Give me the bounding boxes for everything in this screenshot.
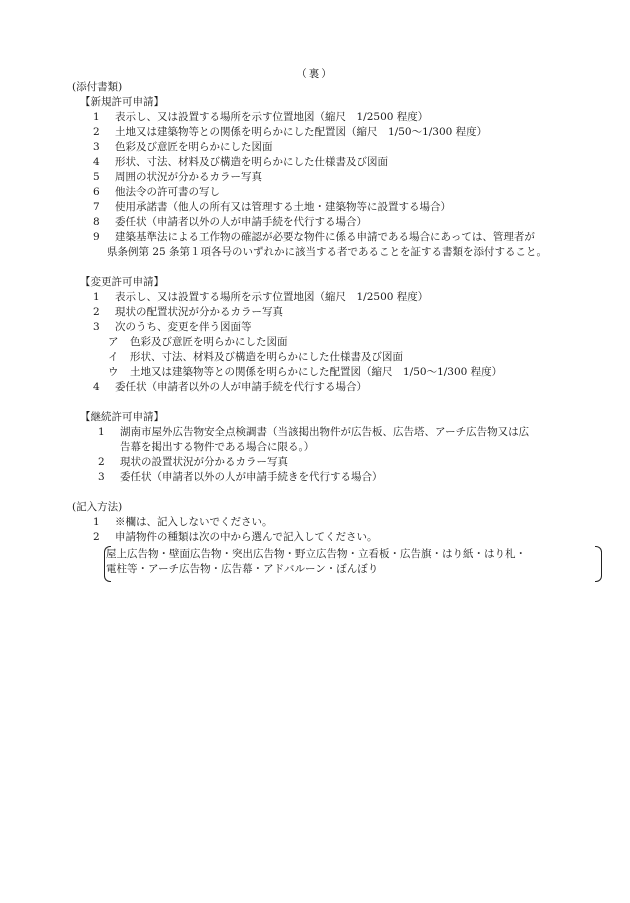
continued-permit-heading: 【継続許可申請】 <box>80 411 164 423</box>
list-item: 2 現状の設置状況が分かるカラー写真 <box>98 456 288 468</box>
sub-list-item: ア 色彩及び意匠を明らかにした図面 <box>108 336 288 348</box>
list-item: 6 他法令の許可書の写し <box>93 186 220 198</box>
new-permit-heading: 【新規許可申請】 <box>80 96 164 108</box>
list-item: 5 周囲の状況が分かるカラー写真 <box>93 171 262 183</box>
list-item-continuation: 県条例第 25 条第１項各号のいずれかに該当する者であることを証する書類を添付すること。 <box>107 246 548 258</box>
list-item: 2 現状の配置状況が分かるカラー写真 <box>93 306 283 318</box>
options-line-2: 電柱等・アーチ広告物・広告幕・アドバルーン・ぼんぼり <box>106 563 379 575</box>
list-item: 3 委任状（申請者以外の人が申請手続きを代行する場合） <box>98 471 383 483</box>
list-item: 3 色彩及び意匠を明らかにした図面 <box>93 141 273 153</box>
method-heading: (記入方法) <box>72 501 123 513</box>
sub-list-item: イ 形状、寸法、材料及び構造を明らかにした仕様書及び図面 <box>108 351 403 363</box>
options-line-1: 屋上広告物・壁面広告物・突出広告物・野立広告物・立看板・広告旗・はり紙・はり札・ <box>106 548 526 560</box>
list-item: 9 建築基準法による工作物の確認が必要な物件に係る申請である場合にあっては、管理者が <box>93 231 535 243</box>
list-item: 3 次のうち、変更を伴う図面等 <box>93 321 252 333</box>
sub-list-item: ウ 土地又は建築物等との関係を明らかにした配置図（縮尺 1/50～1/300 程度） <box>108 366 503 378</box>
list-item: 7 使用承諾書（他人の所有又は管理する土地・建築物等に設置する場合） <box>93 201 451 213</box>
change-permit-heading: 【変更許可申請】 <box>80 276 164 288</box>
page-title: （裏） <box>296 68 334 80</box>
list-item: 1 表示し、又は設置する場所を示す位置地図（縮尺 1/2500 程度） <box>93 291 429 303</box>
list-item-continuation: 告幕を掲出する物件である場合に限る。） <box>120 441 315 453</box>
list-item: 4 委任状（申請者以外の人が申請手続を代行する場合） <box>93 381 367 393</box>
list-item: 8 委任状（申請者以外の人が申請手続を代行する場合） <box>93 216 367 228</box>
list-item: 1 表示し、又は設置する場所を示す位置地図（縮尺 1/2500 程度） <box>93 111 429 123</box>
list-item: 2 土地又は建築物等との関係を明らかにした配置図（縮尺 1/50～1/300 程度） <box>93 126 488 138</box>
list-item: 2 申請物件の種類は次の中から選んで記入してください。 <box>93 531 378 543</box>
list-item: 1 湖南市屋外広告物安全点検調書（当該掲出物件が広告板、広告塔、アーチ広告物又は広 <box>98 426 530 438</box>
attachments-heading: (添付書類) <box>72 81 123 93</box>
right-bracket <box>595 546 602 582</box>
list-item: 1 ※欄は、記入しないでください。 <box>93 516 273 528</box>
list-item: 4 形状、寸法、材料及び構造を明らかにした仕様書及び図面 <box>93 156 388 168</box>
